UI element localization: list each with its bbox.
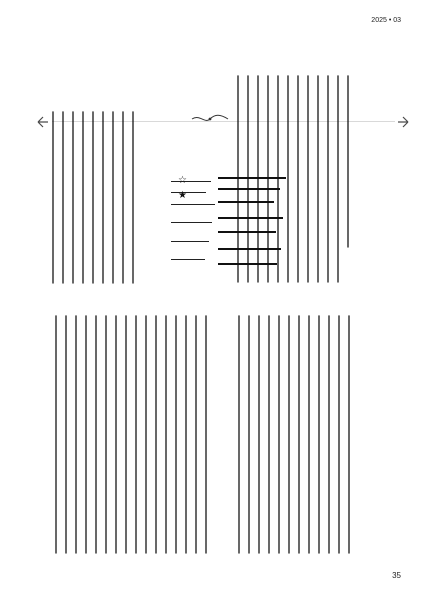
subtitle-stroke bbox=[171, 259, 205, 260]
star-filled-icon: ★ bbox=[178, 190, 187, 201]
upper-right-text bbox=[212, 70, 352, 286]
subtitle-stroke bbox=[171, 181, 211, 182]
subtitle-stroke bbox=[171, 192, 206, 193]
star-outline-icon: ☆ bbox=[178, 175, 187, 186]
subtitle-stroke bbox=[171, 204, 215, 205]
subtitle-stroke bbox=[171, 222, 212, 223]
upper-left-text bbox=[42, 104, 140, 286]
ornament-right-icon bbox=[396, 115, 410, 129]
page-number: 35 bbox=[392, 571, 401, 580]
middle-right-text bbox=[232, 310, 352, 556]
section-divider bbox=[155, 296, 204, 297]
middle-left-text bbox=[42, 308, 212, 558]
issue-label: 2025 • 03 bbox=[371, 17, 401, 24]
subtitle-stroke bbox=[171, 241, 209, 242]
